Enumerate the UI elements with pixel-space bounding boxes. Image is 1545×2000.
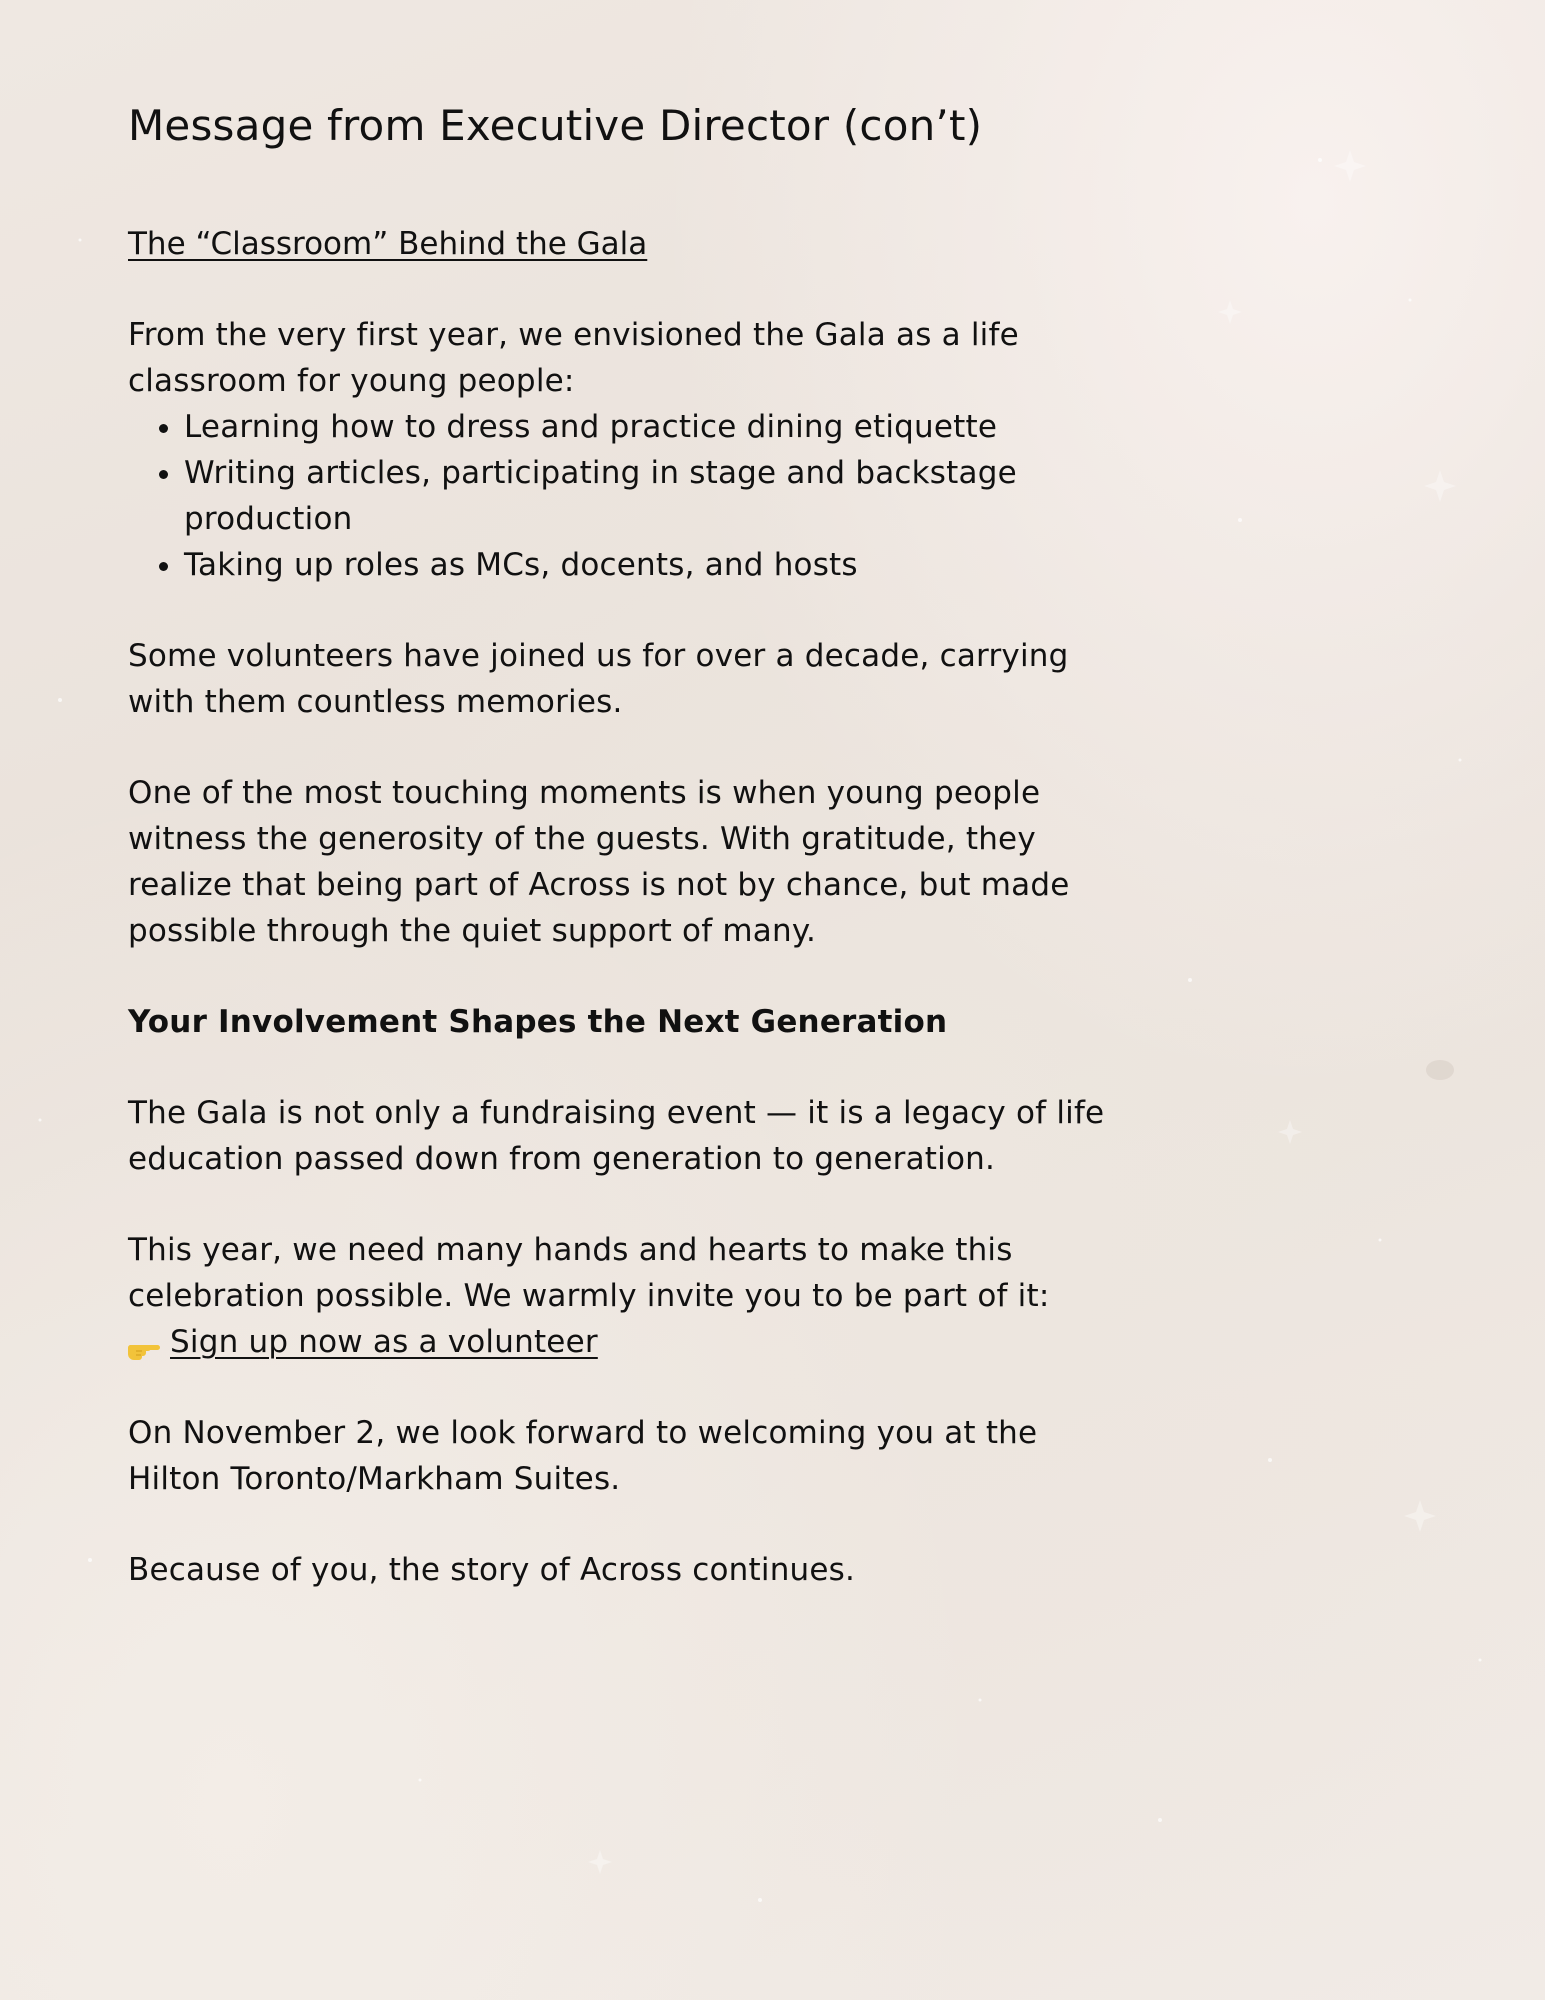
list-item: • Writing articles, participating in stage and backstage production — [184, 450, 1108, 542]
document-page — [128, 100, 1108, 1638]
activities-list — [128, 404, 1108, 588]
legacy-paragraph: The Gala is not only a fundraising event — it is a legacy of life education passed down from generation to generation. — [128, 1094, 1105, 1177]
invite-paragraph: This year, we need many hands and hearts to make this celebration possible. We warmly invite you to be part of it: — [128, 1231, 1050, 1314]
pointing-hand-icon — [128, 1330, 162, 1358]
touching-moments-paragraph: One of the most touching moments is when young people witness the generosity of the guests. With gratitude, they realize that being part of Across is not by chance, but made possible through the quiet support of many. — [128, 774, 1070, 949]
event-date-paragraph: On November 2, we look forward to welcoming you at the Hilton Toronto/Markham Suites. — [128, 1414, 1038, 1497]
closing-paragraph: Because of you, the story of Across continues. — [128, 1551, 856, 1588]
volunteer-cta — [128, 1319, 1108, 1365]
section-heading: Your Involvement Shapes the Next Generation — [128, 1003, 948, 1040]
page-title: Message from Executive Director (con’t) — [128, 101, 983, 150]
volunteers-paragraph: Some volunteers have joined us for over a decade, carrying with them countless memories. — [128, 637, 1069, 720]
subheading-classroom: The “Classroom” Behind the Gala — [128, 225, 648, 262]
signup-volunteer-link[interactable]: Sign up now as a volunteer — [170, 1323, 598, 1360]
document-body — [128, 312, 1108, 1593]
list-item: • Learning how to dress and practice dining etiquette — [184, 404, 1108, 450]
list-item: • Taking up roles as MCs, docents, and hosts — [184, 542, 1108, 588]
intro-paragraph: From the very first year, we envisioned the Gala as a life classroom for young people: — [128, 316, 1019, 399]
